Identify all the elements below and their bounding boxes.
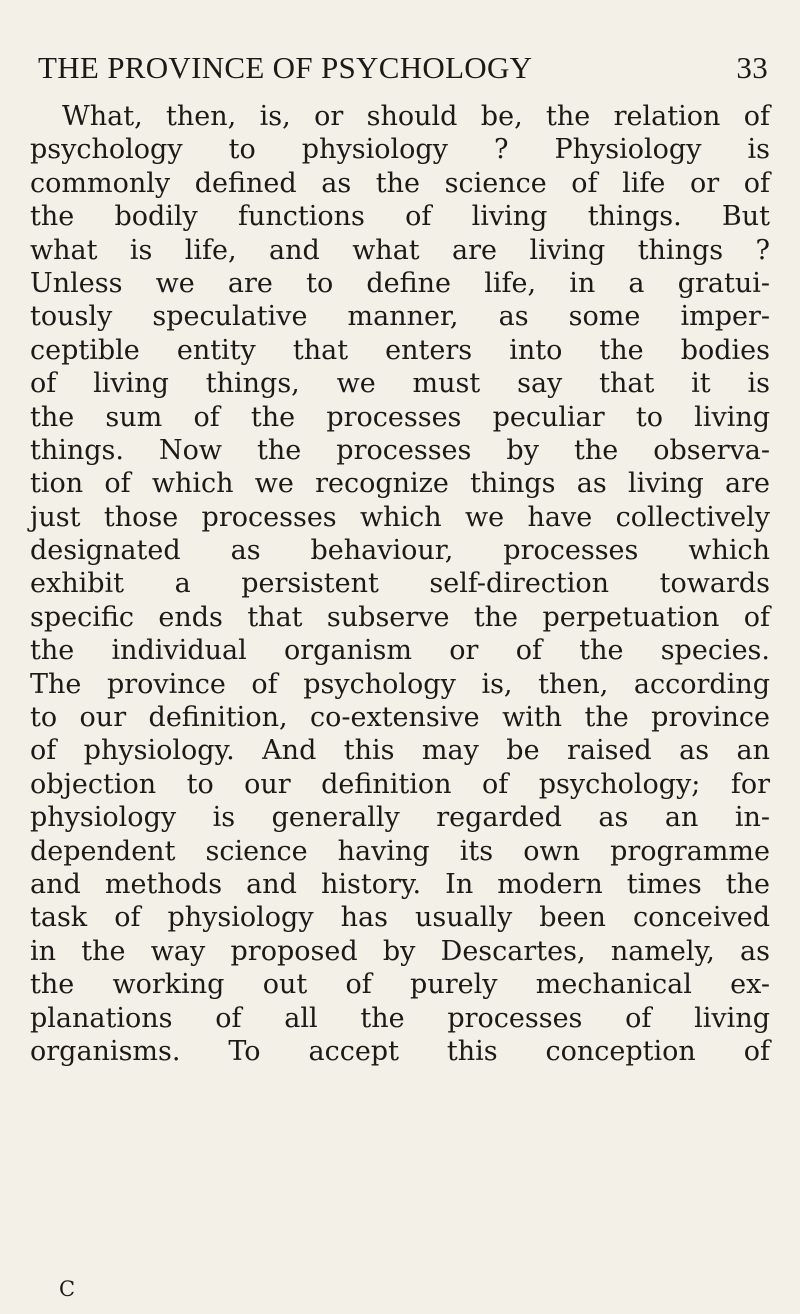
text-line: physiology is generally regarded as an in- <box>30 802 770 834</box>
text-line: planations of all the processes of living <box>30 1002 770 1034</box>
text-line: just those processes which we have collectively <box>30 501 770 533</box>
running-head <box>38 50 768 90</box>
text-line: the bodily functions of living things. But <box>30 201 770 233</box>
text-line: specific ends that subserve the perpetuation of <box>30 601 770 633</box>
text-line: psychology to physiology ? Physiology is <box>30 134 770 166</box>
text-line: things. Now the processes by the observa- <box>30 434 770 466</box>
text-line: exhibit a persistent self-direction towards <box>30 568 770 600</box>
text-line: dependent science having its own programme <box>30 835 770 867</box>
text-line: in the way proposed by Descartes, namely, as <box>30 935 770 967</box>
signature-mark: C <box>59 1277 76 1301</box>
text-line: of living things, we must say that it is <box>30 368 770 400</box>
running-title: THE PROVINCE OF PSYCHOLOGY <box>38 50 533 85</box>
text-line: Unless we are to define life, in a gratui- <box>30 267 770 299</box>
text-line: designated as behaviour, processes which <box>30 535 770 567</box>
text-line: tously speculative manner, as some imper- <box>30 301 770 333</box>
text-line: the sum of the processes peculiar to living <box>30 401 770 433</box>
text-line: The province of psychology is, then, according <box>30 668 770 700</box>
text-line: of physiology. And this may be raised as an <box>30 735 770 767</box>
text-line: ceptible entity that enters into the bodies <box>30 334 770 366</box>
text-line: objection to our definition of psychology; for <box>30 768 770 800</box>
text-line: to our definition, co-extensive with the province <box>30 702 770 734</box>
text-line: the individual organism or of the species. <box>30 635 770 667</box>
text-line: organisms. To accept this conception of <box>30 1035 770 1067</box>
page-number: 33 <box>736 50 768 85</box>
text-line: tion of which we recognize things as living are <box>30 468 770 500</box>
text-line: commonly defined as the science of life or of <box>30 167 770 199</box>
text-line: and methods and history. In modern times the <box>30 868 770 900</box>
text-line: what is life, and what are living things ? <box>30 234 770 266</box>
text-line: task of physiology has usually been conceived <box>30 902 770 934</box>
text-line: What, then, is, or should be, the relation of <box>62 101 770 132</box>
body-text <box>30 100 770 1068</box>
text-line: the working out of purely mechanical ex- <box>30 969 770 1001</box>
